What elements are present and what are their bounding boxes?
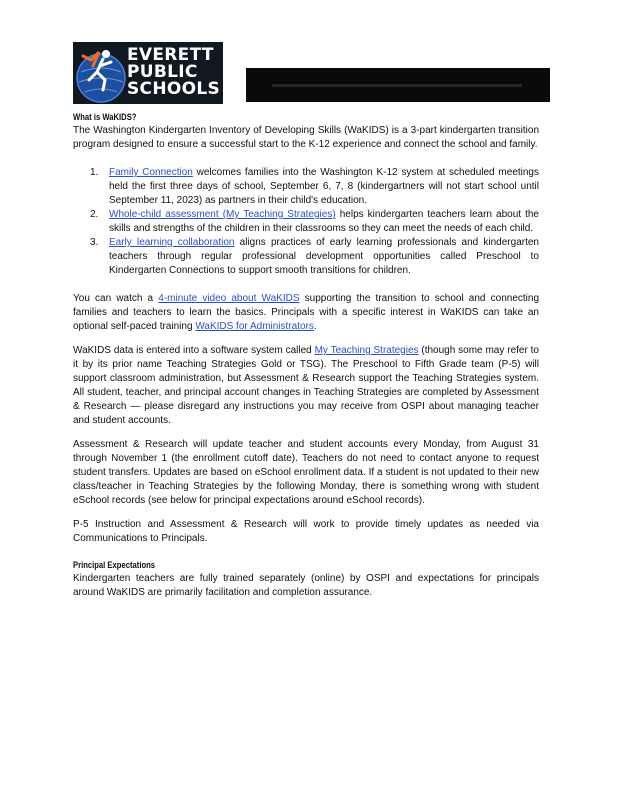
list-item	[73, 236, 539, 278]
wakids-components-list	[73, 166, 539, 278]
logo-line-2: PUBLIC	[127, 62, 198, 82]
family-connection-link[interactable]: Family Connection	[109, 167, 193, 178]
account-updates-paragraph: Assessment & Research will update teacher and student accounts every Monday, from August 31 through November 1 (the enrollment cutoff date). Teachers do not need to contact anyone to request student transfers. Updates are based on eSchool enrollment data. If a student is not updated to their new class/teacher in Teaching Strategies by the following Monday, there is something wrong with student eSchool records (see below for principal expectations around eSchool records).	[73, 439, 539, 506]
section-heading-what-is-wakids: What is WaKIDS?	[73, 112, 137, 122]
header-rule	[272, 84, 522, 87]
data-text-a: WaKIDS data is entered into a software system called	[73, 345, 315, 356]
header-title-bar	[246, 68, 550, 102]
video-text-b: supporting the transition to school and connecting families and teachers to learn the basics. Principals with a specific interest in WaKIDS can take an optional self-paced training	[73, 293, 540, 332]
whole-child-assessment-link[interactable]: Whole-child assessment (My Teaching Strategies)	[109, 209, 336, 220]
list-item-text: welcomes families into the Washington K-12 system at scheduled meetings held the first three days of school, September 6, 7, 8 (kindergartners will not start school until September 11, 2023) as partners in their child's education.	[109, 167, 539, 206]
everett-public-schools-logo	[73, 42, 223, 104]
list-item-text: aligns practices of early learning professionals and kindergarten teachers through regular professional development opportunities called Preschool to Kindergarten Connections to support smooth transitions for children.	[109, 237, 539, 276]
intro-paragraph: The Washington Kindergarten Inventory of Developing Skills (WaKIDS) is a 3-part kindergarten transition program designed to ensure a successful start to the K-12 experience and connect the school and family.	[73, 125, 539, 150]
data-entry-paragraph	[73, 344, 539, 428]
video-text-c: .	[313, 321, 317, 332]
list-number: 3.	[90, 237, 99, 248]
list-item	[73, 166, 539, 208]
list-item-text: helps kindergarten teachers learn about the skills and strengths of the children in their classrooms so they can meet the needs of each child.	[109, 209, 539, 234]
wakids-administrators-link[interactable]: WaKIDS for Administrators	[195, 321, 314, 332]
document-body	[73, 110, 539, 600]
data-text-b: (though some may refer to it by its prior name Teaching Strategies Gold or TSG). The Preschool to Fifth Grade team (P-5) will support classroom administration, but Assessment & Research support the Teaching Strategies system. All student, teacher, and principal account changes in Teaching Strategies are completed by Assessment & Research — please disregard any instructions you may receive from OSPI about managing teacher and student accounts.	[73, 345, 539, 426]
early-learning-collaboration-link[interactable]: Early learning collaboration	[109, 237, 235, 248]
principal-expectations-paragraph: Kindergarten teachers are fully trained separately (online) by OSPI and expectations for principals around WaKIDS are primarily facilitation and completion assurance.	[73, 573, 539, 598]
video-text-a: You can watch a	[73, 293, 159, 304]
my-teaching-strategies-link[interactable]: My Teaching Strategies	[314, 345, 419, 356]
wakids-video-link[interactable]: 4-minute video about WaKIDS	[158, 293, 300, 304]
video-paragraph	[73, 292, 539, 334]
list-number: 1.	[90, 167, 99, 178]
p5-communications-paragraph: P-5 Instruction and Assessment & Research will work to provide timely updates as needed via Communications to Principals.	[73, 519, 539, 544]
section-heading-principal-expectations: Principal Expectations	[73, 560, 156, 570]
logo-wordmark	[127, 47, 220, 98]
logo-line-3: SCHOOLS	[127, 79, 221, 99]
list-number: 2.	[90, 209, 99, 220]
logo-line-1: EVERETT	[127, 45, 214, 65]
list-item	[73, 208, 539, 236]
